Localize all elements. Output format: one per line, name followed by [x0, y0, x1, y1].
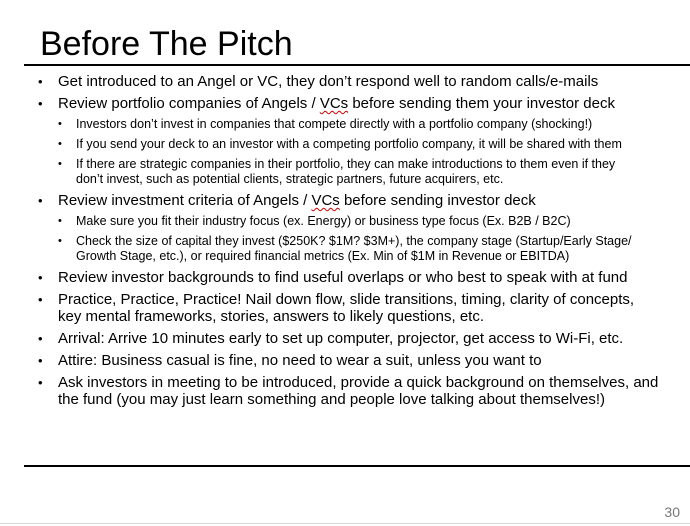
bullet-review-criteria [0, 192, 690, 209]
slide-body [0, 73, 690, 413]
slide-bottom-edge [0, 523, 690, 524]
bullet-introductions [0, 73, 690, 90]
bullet-text: Investors don’t invest in companies that compete directly with a portfolio company (shocking!) [76, 117, 593, 131]
bullet-investor-backgrounds [0, 269, 690, 286]
sub-bullet-industry-focus [0, 214, 690, 229]
bullet-text: Arrival: Arrive 10 minutes early to set up computer, projector, get access to Wi-Fi, etc. [58, 330, 624, 347]
bullet-practice [0, 291, 690, 325]
sub-bullet-deck-shared [0, 137, 690, 152]
bullet-review-portfolio [0, 95, 690, 112]
title-divider [24, 64, 690, 66]
bullet-text: before sending investor deck [339, 192, 536, 209]
bullet-text: don’t invest, such as potential clients, strategic partners, future acquirers, etc. [76, 172, 504, 186]
footer-divider [24, 465, 690, 467]
bullet-text: Review portfolio companies of Angels / [58, 95, 320, 112]
sub-bullet-competition [0, 117, 690, 132]
bullet-text: key mental frameworks, stories, answers to likely questions, etc. [58, 308, 484, 325]
bullet-text: Ask investors in meeting to be introduced, provide a quick background on themselves, and [58, 374, 659, 391]
bullet-text: Make sure you fit their industry focus (ex. Energy) or business type focus (Ex. B2B / B2C) [76, 214, 571, 228]
bullet-text: Get introduced to an Angel or VC, they don’t respond well to random calls/e-mails [58, 73, 599, 90]
bullet-text: Check the size of capital they invest ($250K? $1M? $3M+), the company stage (Startup/Early Stage/ [76, 234, 632, 248]
bullet-text: If there are strategic companies in their portfolio, they can make introductions to them even if they [76, 157, 616, 171]
misspelled-word: VCs [319, 95, 349, 112]
bullet-text: Growth Stage, etc.), or required financial metrics (Ex. Min of $1M in Revenue or EBITDA) [76, 249, 570, 263]
sub-bullet-strategic-companies [0, 157, 690, 187]
sub-bullet-capital-size [0, 234, 690, 264]
bullet-text: If you send your deck to an investor with a competing portfolio company, it will be shared with them [76, 137, 622, 151]
bullet-attire [0, 352, 690, 369]
bullet-arrival [0, 330, 690, 347]
bullet-text: Attire: Business casual is fine, no need to wear a suit, unless you want to [58, 352, 542, 369]
page-number: 30 [664, 504, 680, 520]
slide-title: Before The Pitch [40, 25, 293, 63]
misspelled-word: VCs [311, 192, 340, 209]
bullet-text: Review investment criteria of Angels / [58, 192, 312, 209]
bullet-text: the fund (you may just learn something and people love talking about themselves!) [58, 391, 605, 408]
bullet-text: Review investor backgrounds to find useful overlaps or who best to speak with at fund [58, 269, 628, 286]
bullet-text: Practice, Practice, Practice! Nail down flow, slide transitions, timing, clarity of concepts, [58, 291, 635, 308]
bullet-ask-investors [0, 374, 690, 408]
bullet-text: before sending them your investor deck [348, 95, 615, 112]
